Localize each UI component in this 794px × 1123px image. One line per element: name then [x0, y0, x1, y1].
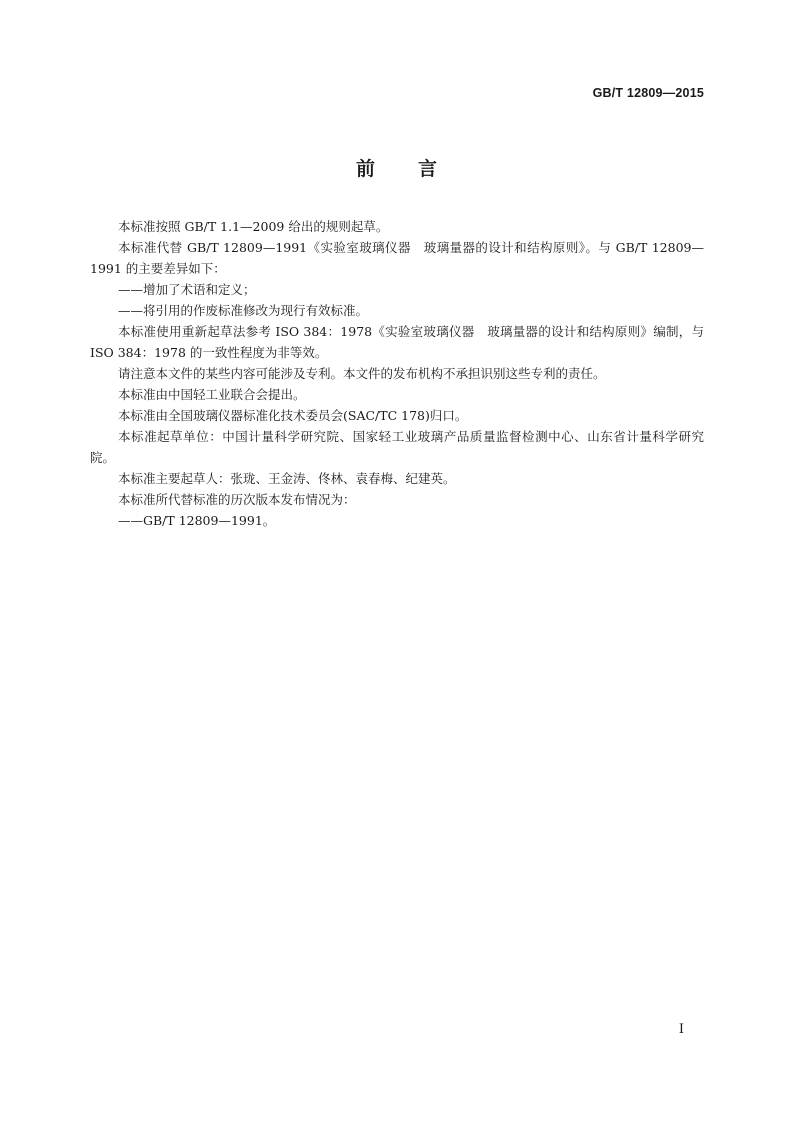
paragraph-proposed-by: 本标准由中国轻工业联合会提出。	[118, 387, 306, 402]
list-item-previous-edition: ——GB/T 12809—1991。	[118, 513, 276, 528]
paragraph-patent-notice: 请注意本文件的某些内容可能涉及专利。本文件的发布机构不承担识别这些专利的责任。	[118, 366, 606, 381]
paragraph-drafting-rules: 本标准按照 GB/T 1.1—2009 给出的规则起草。	[118, 219, 389, 234]
page-number: I	[678, 1022, 684, 1037]
title-char-1: 前	[355, 158, 376, 180]
paragraph-drafters: 本标准主要起草人：张珑、王金涛、佟林、袁春梅、纪建英。	[118, 471, 456, 486]
paragraph-iso-reference: 本标准使用重新起草法参考 ISO 384：1978《实验室玻璃仪器 玻璃量器的设计和结构原则》编制，与 ISO 384：1978 的一致性程度为非等效。	[90, 324, 704, 360]
list-item-updated-references: ——将引用的作废标准修改为现行有效标准。	[118, 303, 369, 318]
paragraph-replacement: 本标准代替 GB/T 12809—1991《实验室玻璃仪器 玻璃量器的设计和结构原则》。与 GB/T 12809—1991 的主要差异如下：	[90, 240, 704, 276]
foreword-body	[90, 216, 704, 531]
standard-code: GB/T 12809—2015	[592, 86, 704, 100]
list-item-added-terms: ——增加了术语和定义；	[118, 282, 256, 297]
page-title	[0, 154, 794, 181]
title-char-2: 言	[418, 158, 439, 180]
paragraph-previous-editions: 本标准所代替标准的历次版本发布情况为：	[118, 492, 356, 507]
paragraph-drafting-units: 本标准起草单位：中国计量科学研究院、国家轻工业玻璃产品质量监督检测中心、山东省计量科学研究院。	[90, 429, 704, 465]
paragraph-centralized-by: 本标准由全国玻璃仪器标准化技术委员会(SAC/TC 178)归口。	[118, 408, 468, 423]
